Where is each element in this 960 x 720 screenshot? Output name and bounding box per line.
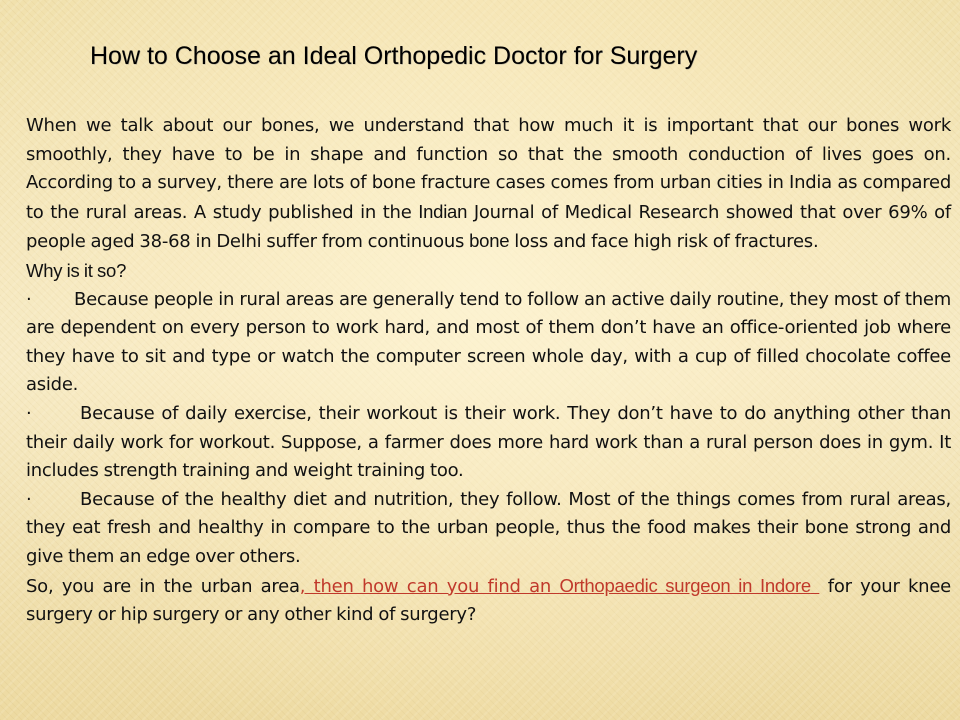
intro-text-1: When we talk about our bones, we understand that how much it is important that our bones work smoothly, they have to be in shape and function so that the smooth conduction of lives goes on. According to a survey, there are lots of bone fracture cases comes from urban cities in India as compared to the rural areas. A study published in the [26,115,951,223]
intro-text-2: Journal of Medical Research showed that over 69% of people aged 38-68 in Delhi suffer from continuous [26,201,951,253]
link-text: , then how can you find an [299,575,560,597]
question-heading: Why is it so? [26,259,127,281]
bullet-dot: · [26,288,32,310]
intro-paragraph [26,112,951,257]
body-text [26,112,951,630]
closing-text-end: for your knee surgery or hip surgery or any other kind of surgery? [26,575,951,626]
word-indian: Indian [418,200,468,222]
orthopaedic-surgeon-link[interactable] [300,576,820,597]
intro-text-3: loss and face high risk of fractures. [509,231,819,253]
closing-paragraph [26,572,951,630]
closing-text-start: So, you are in the urban area [26,575,300,597]
bullet-text: Because of the healthy diet and nutrition, they follow. Most of the things comes from rural areas, they eat fresh and healthy in compare to the urban people, thus the food makes their bone strong and give them an edge over others. [26,488,951,567]
bullet-dot: · [26,488,32,510]
bullet-dot: · [26,402,32,424]
bullet-item [26,286,951,400]
bullet-item [26,486,951,572]
link-text-strong: Orthopaedic surgeon in Indore [559,574,811,596]
bullet-text: Because of daily exercise, their workout is their work. They don’t have to do anything other than their daily work for workout. Suppose, a farmer does more hard work than a rural person does in gym. It includes strength training and weight training too. [26,402,951,482]
word-bone: bone [469,230,510,252]
slide-title: How to Choose an Ideal Orthopedic Doctor for Surgery [90,42,698,70]
bullet-item [26,400,951,486]
bullet-text: Because people in rural areas are generally tend to follow an active daily routine, they most of them are dependent on every person to work hard, and most of them don’t have an office-oriented job where they have to sit and type or watch the computer screen whole day, with a cup of filled chocolate coffee aside. [26,288,951,396]
